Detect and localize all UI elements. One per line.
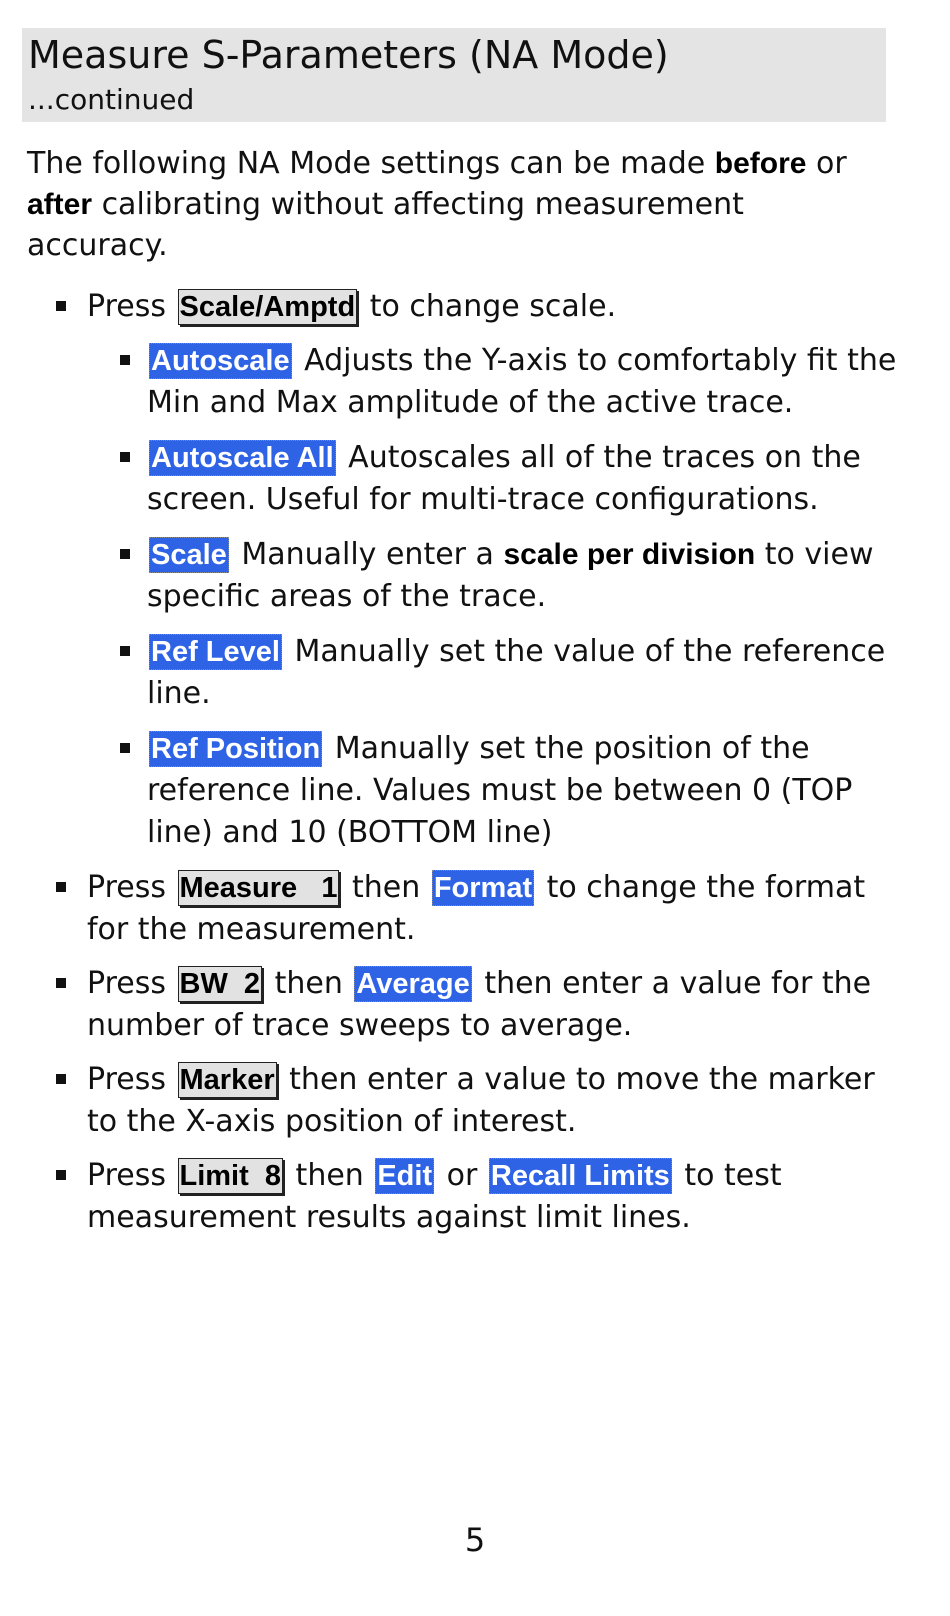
sub-item-text: Adjusts the Y-axis to comfortably fit the Min and Max amplitude of the active trace. [147,343,897,420]
sub-item-text: to view specific areas of the trace. [147,537,874,614]
item-text: Press [87,1062,176,1097]
item-text: then [265,966,353,1001]
list-item-measure-format [0,867,950,951]
square-bullet-icon [120,743,130,753]
square-bullet-icon [56,1170,66,1180]
item-text: to test measurement results against limit lines. [87,1158,782,1235]
sub-item-text: Manually set the value of the reference line. [147,634,886,711]
list-item-marker [0,1059,950,1143]
softkey-autoscale-all: Autoscale All [151,442,334,474]
square-bullet-icon [56,301,66,311]
section-header [22,28,886,122]
item-text: then enter a value to move the marker to the X-axis position of interest. [87,1062,875,1139]
sub-item-text: Autoscales all of the traces on the screen. Useful for multi-trace configurations. [147,440,861,517]
intro-text: calibrating without affecting measurement accuracy. [27,187,744,263]
softkey-ref-position: Ref Position [151,733,321,765]
softkey-ref-level: Ref Level [151,636,280,668]
item-text: Press [87,1158,176,1193]
item-text: then enter a value for the number of trace sweeps to average. [87,966,872,1043]
square-bullet-icon [56,978,66,988]
sub-item-autoscale [87,340,910,424]
page-number: 5 [464,1521,486,1559]
intro-emphasis-after: after [27,188,93,221]
square-bullet-icon [120,549,130,559]
intro-text: The following NA Mode settings can be made [27,146,715,181]
hardkey-marker: Marker [179,1064,275,1096]
softkey-autoscale: Autoscale [151,345,290,377]
hardkey-measure: Measure 1 [179,872,338,904]
softkey-scale: Scale [151,539,227,571]
list-item-scale-amptd [0,286,950,854]
square-bullet-icon [56,882,66,892]
list-item-limit [0,1155,950,1239]
hardkey-limit: Limit 8 [179,1160,282,1192]
softkey-format: Format [433,872,533,904]
sub-item-text: Manually set the position of the reference line. Values must be between 0 (TOP line) and 10 (BOTTOM line) [147,731,853,850]
square-bullet-icon [120,646,130,656]
page-subtitle: ...continued [28,83,195,116]
intro-paragraph [27,143,877,266]
sub-item-autoscale-all [87,437,910,521]
instruction-list [0,286,950,1251]
sub-item-emphasis: scale per division [503,538,756,571]
page-title: Measure S-Parameters (NA Mode) [28,33,669,77]
softkey-recall-limits: Recall Limits [490,1160,670,1192]
square-bullet-icon [120,452,130,462]
item-text: to change the format for the measurement. [87,870,866,947]
item-text: Press [87,289,176,324]
sub-item-text: Manually enter a [231,537,504,572]
intro-text: or [806,146,847,181]
item-text: then [342,870,430,905]
item-text: Press [87,870,176,905]
list-item-bw-average [0,963,950,1047]
item-text: then [286,1158,374,1193]
hardkey-bw: BW 2 [179,968,261,1000]
softkey-edit: Edit [377,1160,433,1192]
sub-item-ref-position [87,728,910,854]
scale-submenu-list [87,340,910,854]
square-bullet-icon [56,1074,66,1084]
hardkey-scale-amptd: Scale/Amptd [179,291,356,323]
sub-item-ref-level [87,631,910,715]
item-text: to change scale. [360,289,617,324]
sub-item-scale [87,534,910,618]
item-text: Press [87,966,176,1001]
softkey-average: Average [356,968,470,1000]
square-bullet-icon [120,355,130,365]
intro-emphasis-before: before [714,147,807,180]
item-text: or [437,1158,487,1193]
